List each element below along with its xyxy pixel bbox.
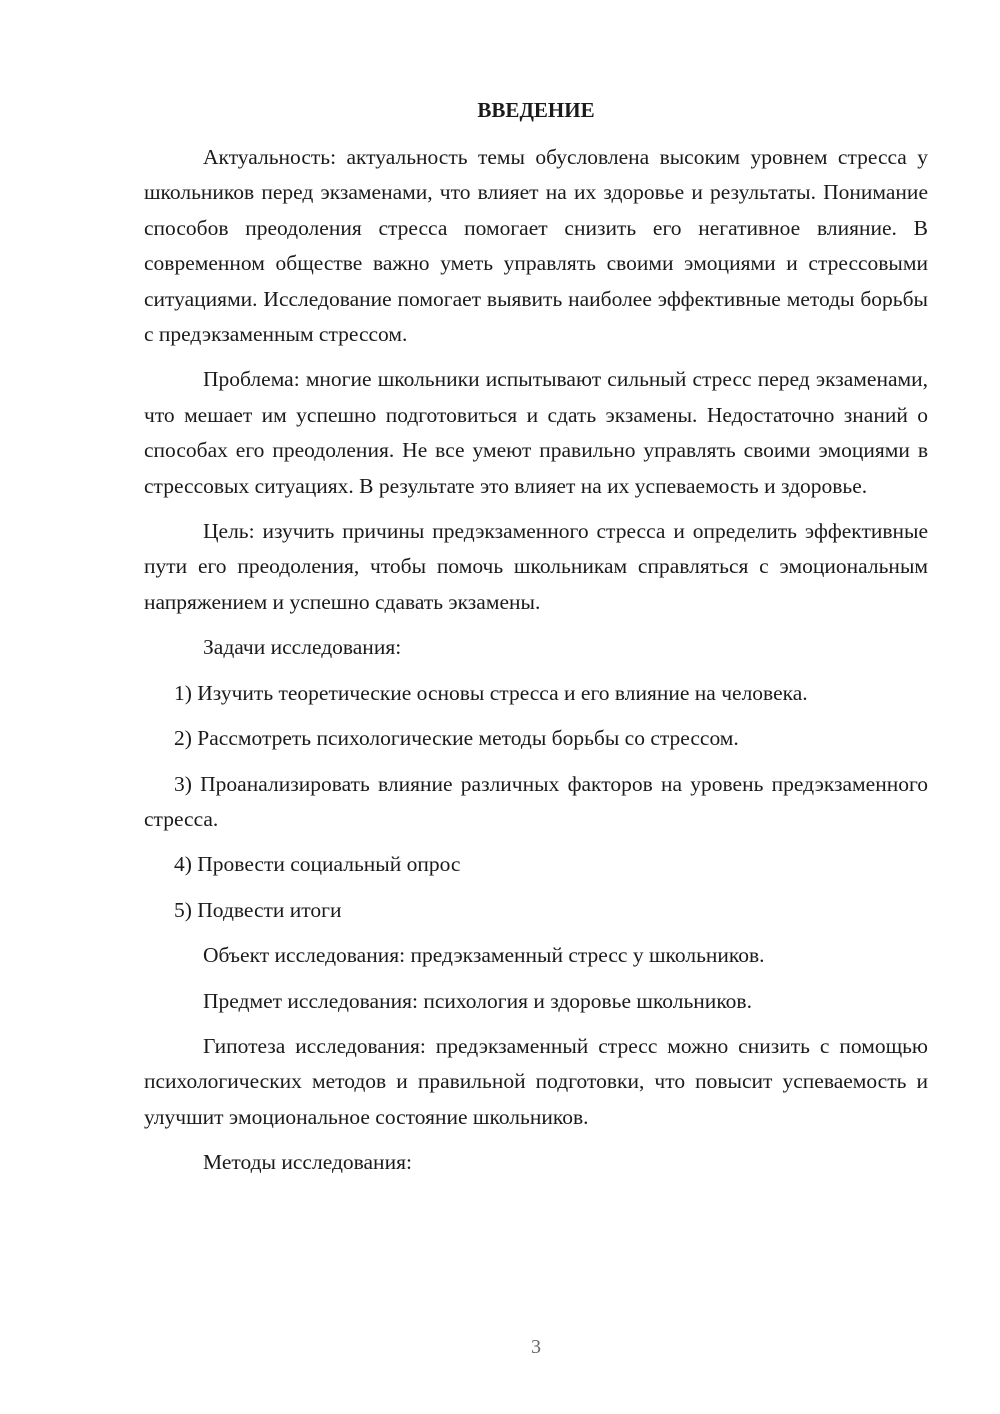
task-item-1: 1) Изучить теоретические основы стресса и его влияние на человека.: [174, 680, 808, 705]
task-item-2: 2) Рассмотреть психологические методы борьбы со стрессом.: [174, 726, 739, 751]
methods-heading: Методы исследования:: [203, 1150, 412, 1175]
section-title: ВВЕДЕНИЕ: [477, 98, 595, 122]
page-number: 3: [531, 1336, 541, 1358]
document-body: [144, 93, 928, 1191]
research-hypothesis: Гипотеза исследования: предэкзаменный стресс можно снизить с помощью психологических методов и правильной подготовки, что повысит успеваемость и улучшит эмоциональное состояние школьников.: [144, 1033, 928, 1129]
tasks-heading: Задачи исследования:: [203, 635, 402, 660]
task-item-4: 4) Провести социальный опрос: [174, 852, 461, 877]
task-item-5: 5) Подвести итоги: [174, 897, 342, 922]
problem-paragraph: Проблема: многие школьники испытывают сильный стресс перед экзаменами, что мешает им успешно подготовиться и сдать экзамены. Недостаточно знаний о способах его преодоления. Не все умеют правильно управлять своими эмоциями в стрессовых ситуациях. В результате это влияет на их успеваемость и здоровье.: [144, 367, 928, 498]
task-item-3: 3) Проанализировать влияние различных факторов на уровень предэкзаменного стресса.: [144, 771, 928, 831]
goal-paragraph: Цель: изучить причины предэкзаменного стресса и определить эффективные пути его преодоления, чтобы помочь школьникам справляться с эмоциональным напряжением и успешно сдавать экзамены.: [144, 519, 928, 614]
relevance-paragraph: Актуальность: актуальность темы обусловлена высоким уровнем стресса у школьников перед экзаменами, что влияет на их здоровье и результаты. Понимание способов преодоления стресса помогает снизить его негативное влияние. В современном обществе важно уметь управлять своими эмоциями и стрессовыми ситуациями. Исследование помогает выявить наиболее эффективные методы борьбы с предэкзаменным стрессом.: [144, 145, 928, 347]
research-object: Объект исследования: предэкзаменный стресс у школьников.: [203, 943, 765, 968]
research-subject: Предмет исследования: психология и здоровье школьников.: [203, 988, 752, 1013]
